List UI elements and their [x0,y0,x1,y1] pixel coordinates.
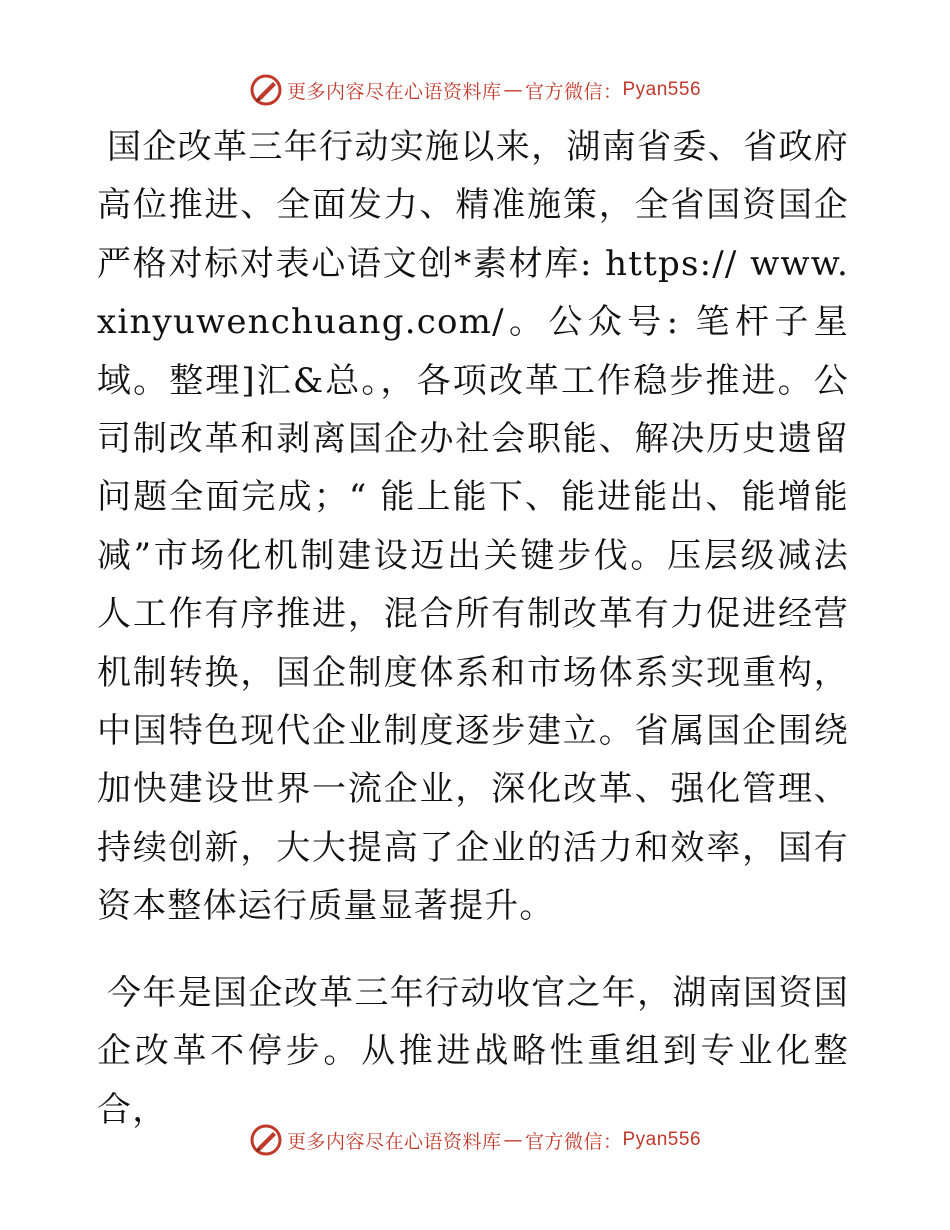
paragraph-2: 今年是国企改革三年行动收官之年，湖南国资国企改革不停步。从推进战略性重组到专业化整合， [97,972,849,1130]
footer-banner-title: 更多内容尽在心语资料库 [286,1130,502,1153]
pen-logo-icon [249,1123,283,1157]
footer-banner [0,1120,950,1160]
header-wechat-label: 官方微信： [524,80,623,103]
pen-logo-icon [249,73,283,107]
header-banner-title: 更多内容尽在心语资料库 [286,80,502,103]
footer-banner-separator: — [503,1129,523,1151]
footer-wechat-id: Pyan556 [622,1129,702,1150]
footer-wechat-label: 官方微信： [524,1130,623,1153]
paragraph-1: 国企改革三年行动实施以来，湖南省委、省政府高位推进、全面发力、精准施策，全省国资国企严格对标对表心语文创*素材库: https:// www.xinyuwenchuang.com/。公众号: 笔杆子星域。整理]汇&总。，各项改革工作稳步推进。公司制改革和剥离国企办社会职能、解决历史遗留问题全面完成；“ 能上能下、能进能出、能增能减”市场化机制建设迈出关键步伐。压层级减法人工作有序推进，混合所有制改革有力促进经营机制转换，国企制度体系和市场体系实现重构，中国特色现代企业制度逐步建立。省属国企围绕加快建设世界一流企业，深化改革、强化管理、持续创新，大大提高了企业的活力和效率，国有资本整体运行质量显著提升。 [97,127,849,927]
header-banner-separator: — [503,79,523,101]
document-body [97,118,849,1139]
header-wechat-id: Pyan556 [622,79,702,100]
header-banner [0,70,950,110]
